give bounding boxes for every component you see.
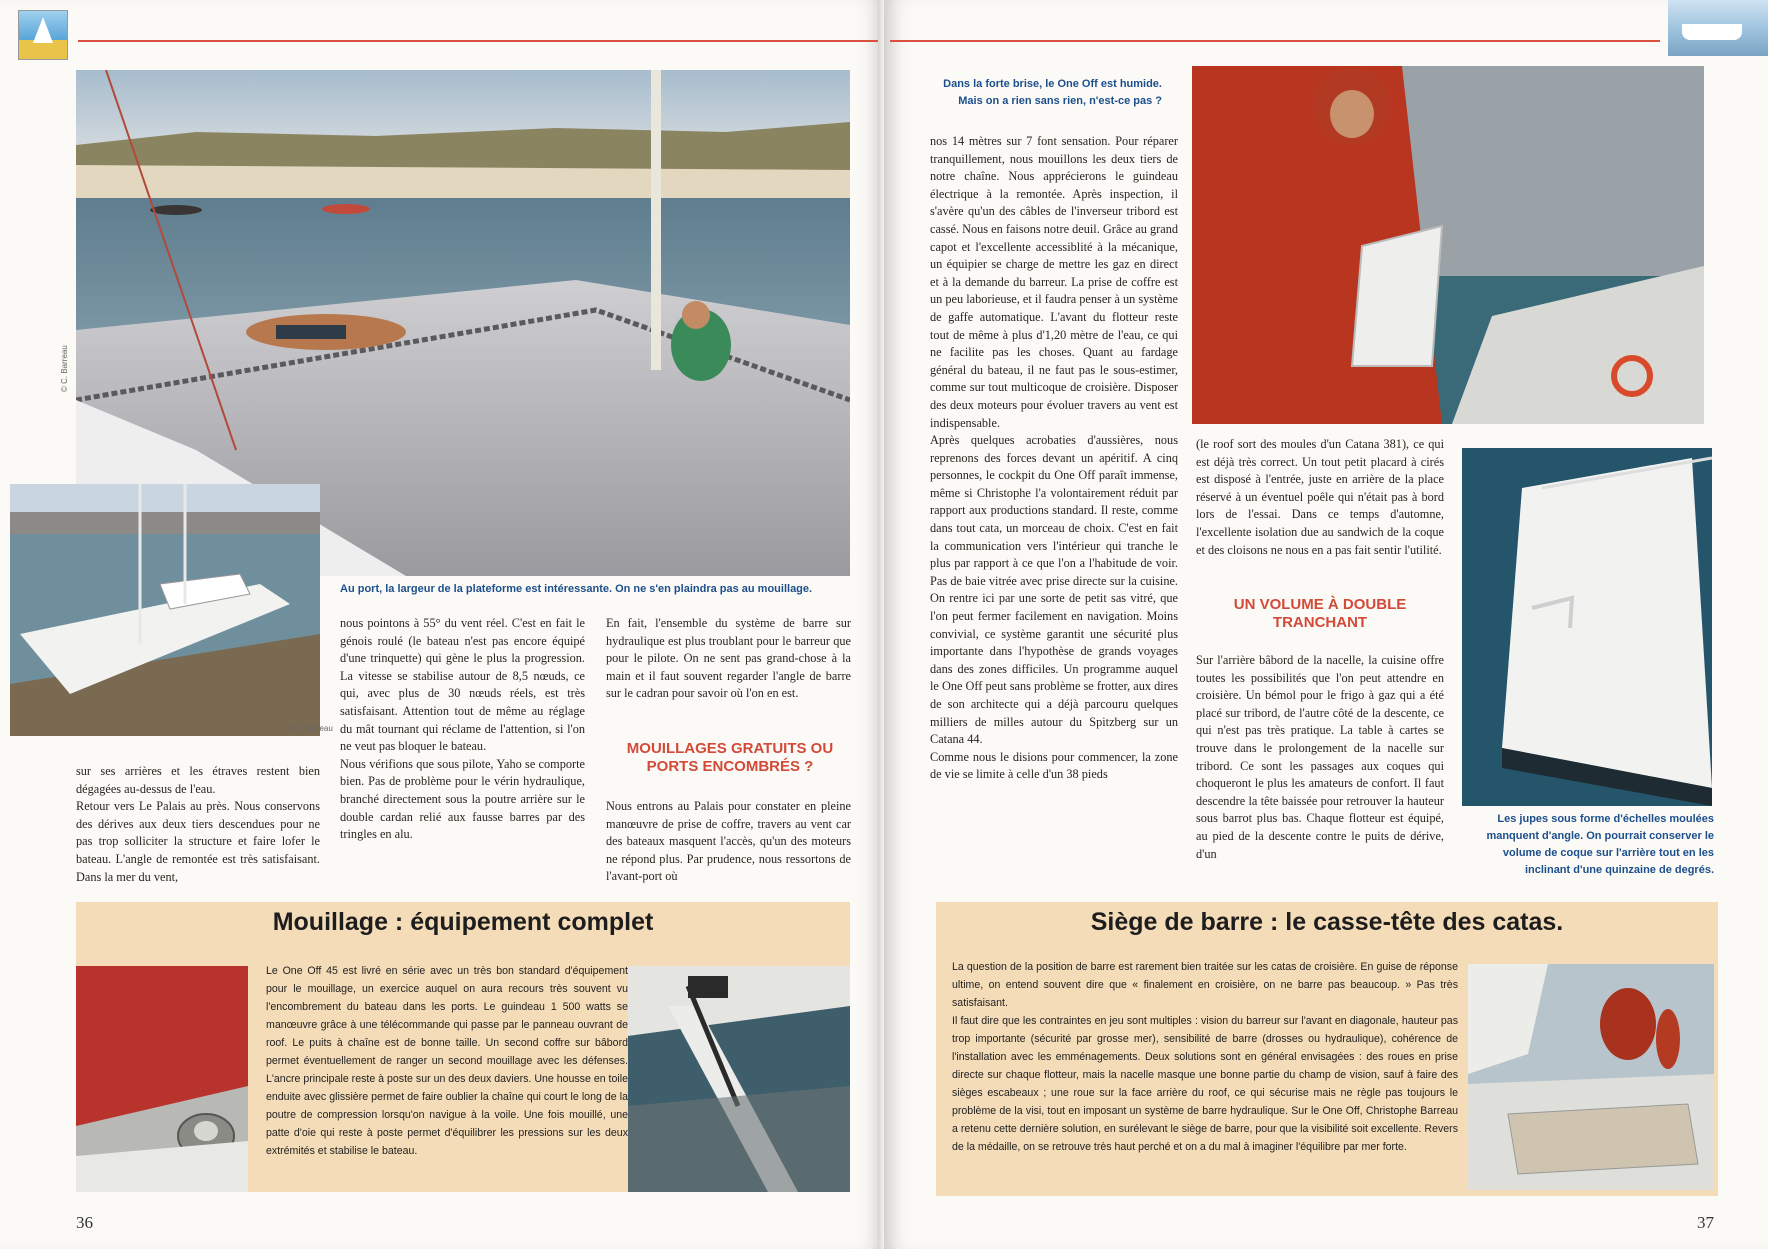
helm-seat-sidebar-text: La question de la position de barre est rarement bien traitée sur les catas de croisière. En guise de réponse ultime, on entend souvent dire que « finalement en croisière, on ne barre pas beaucoup. » Pas très satisfaisant. Il faut dire que les contraintes en jeu sont multiples : vision du barreur sur l'avant en diagonale, hauteur pas trop importante (sécurité par grosse mer), sensibilité de barre (drosses ou hydraulique), cohérence de l'installation avec les emménagements. Deux solutions sont en général envisagées : des roues en prise directe sur chaque flotteur, mais la nacelle masque une bonne partie du champ de vision, sauf à faire des sièges escabeaux ; une roue sur la face arrière du roof, ce qui sécurise mais ne règle pas toujours le problème de la visi, tout en imposant un système de barre hydraulique. Sur le One Off, Christophe Barreau a retenu cette dernière solution, en surélevant le siège de barre, pour que la visibilité soit excellente. Revers de la médaille, on se retrouve très haut perché et on a du mal à imaginer l'équilibre par mer forte.	[952, 961, 1458, 1153]
page-number-left: 36	[76, 1213, 93, 1232]
header-rule-right	[890, 40, 1660, 42]
left-column-3-top: En fait, l'ensemble du système de barre sur hydraulique est plus troublant pour le barreur que pour le pilote. On ne sent pas grand-chose à la main et il faut souvent regarder l'angle de barre sur le cadran pour savoir où l'on en est.	[606, 616, 851, 701]
photo-credit: © C. Barreau	[60, 345, 69, 392]
marina-photo	[10, 484, 320, 736]
page-number-right: 37	[1697, 1213, 1714, 1232]
stern-photo	[1462, 448, 1712, 806]
right-column-1: nos 14 mètres sur 7 font sensation. Pour réparer tranquillement, nous mouillons les deux tiers de notre chaîne. Nous apprécierons le guindeau électrique à la remontée. Après inspection, il s'avère qu'un des câbles de l'inverseur tribord est cassé. Nous en faisons notre deuil. Grâce au grand capot et l'excellente accessiblité à la mécanique, un équipier se charge de mettre les gaz en direct et à la demande du barreur. La prise de coffre est un peu laborieuse, et il faudra penser à un système de gaffe automatique. L'avant du flotteur reste tout de même à plus d'1,20 mètre de l'eau, ce qui ne facilite pas les choses. Quant au fardage général du bateau, il ne faut pas le sous-estimer, comme sur tout multicoque de croisière. Disposer des deux moteurs pour évoluer travers au vent est indispensable. Après quelques acrobaties d'aussières, nous reprenons des forces devant un apéritif. A cinq personnes, le cockpit du One Off paraît immense, même si Christophe l'a volontairement réduit par rapport aux productions standard. Il reste, comme dans tout cata, un morceau de choix. C'est en fait la communication vers l'intérieur qui tranche le plus par rapport à ce que l'on a l'habitude de voir. Pas de baie vitrée avec prise directe sur la cuisine. On rentre ici par une sorte de petit sas vitré, que l'on peut fermer facilement en navigation. Moins convivial, ce système garantit une sécurité plus importante dans l'hypothèse de grands voyages dans des zones difficiles. Un programme auquel le One Off peut sans problème se frotter, aux dires de son architecte qui a déjà parcouru quelques milliers de milles autour du Spitzberg sur un Catana 44. Comme nous le disions pour commencer, la zone de vie se limite à celle d'un 38 pieds	[930, 134, 1178, 782]
left-subhead: MOUILLAGES GRATUITS OU PORTS ENCOMBRÉS ?	[626, 740, 834, 775]
mooring-sidebar-title: Mouillage : équipement complet	[272, 908, 654, 936]
anchor-photo	[628, 966, 850, 1192]
main-photo-caption: Au port, la largeur de la plateforme est intéressante. On ne s'en plaindra pas au mouillage.	[340, 583, 813, 595]
corner-boat-photo	[1668, 0, 1768, 56]
magazine-logo	[18, 10, 68, 60]
right-page	[884, 0, 1768, 1249]
helmsman-photo	[1192, 66, 1704, 424]
header-rule	[78, 40, 878, 42]
right-column-2-bottom: Sur l'arrière bâbord de la nacelle, la cuisine offre toutes les possibilités que l'on peut attendre en croisière. Un bémol pour le frigo à gaz qui a été placé sur tribord, de l'autre côté de la descente, ce qui n'est pas très pratique. La table à cartes se trouve dans le prolongement de la nacelle sur tribord. Ce sont les passages aux coques qui choqueront le plus les amateurs de confort. Il faut descendre la tête baissée pour retrouver la hauteur sous barrot plus bas. Chaque flotteur est équipé, au pied de la descente contre le puits de dérive, d'un	[1196, 653, 1444, 861]
helm-seat-photo	[1468, 964, 1714, 1190]
right-column-2-top: (le roof sort des moules d'un Catana 381), ce qui est déjà très correct. Un tout petit placard à cirés est disposé à l'entrée, juste en arrière de la place réservé à un éventuel poêle qui n'était pas à bord lors de l'essai. Dans ce temps d'automne, l'excellente isolation due au sandwich de la coque et des cloisons ne nous en a pas fait sentir l'utilité.	[1196, 437, 1444, 557]
pull-quote: Dans la forte brise, le One Off est humide. Mais on a rien sans rien, n'est-ce pas ?	[943, 78, 1162, 107]
photo-credit-small: © C. Barreau	[286, 724, 333, 733]
helm-seat-sidebar-title: Siège de barre : le casse-tête des catas.	[1090, 908, 1564, 936]
helm-seat-sidebar	[936, 902, 1718, 1196]
left-column-3-bottom: Nous entrons au Palais pour constater en pleine manœuvre de prise de coffre, travers au vent car des bateaux masquent l'accès, qu'un des moteurs ne répond plus. Par prudence, nous ressortons de l'avant-port où	[606, 799, 851, 884]
mooring-sidebar-text: Le One Off 45 est livré en série avec un très bon standard d'équipement pour le mouillage, un exercice auquel on aura recours très souvent vu l'encombrement du bateau dans les ports. Le guindeau 1 500 watts se manœuvre grâce à une télécommande qui passe par le panneau ouvrant de roof. Le puits à chaîne est de bonne taille. Un second coffre sur bâbord permet éventuellement de ranger un second mouillage avec les défenses. L'ancre principale reste à poste sur un des deux daviers. Une housse en toile enduite avec glissière permet de faire oublier la chaîne qui court le long de la poutre de compression lorsqu'on navigue à la voile. Une fois mouillé, une patte d'oie qui reste à poste permet d'équilibrer les pressions sur les deux extrémités et stabilise le bateau.	[266, 965, 628, 1157]
winch-photo	[76, 966, 248, 1192]
left-column-1: sur ses arrières et les étraves restent bien dégagées au-dessus de l'eau. Retour vers Le Palais au près. Nous conservons des dérives aux deux tiers descendues pour ne pas trop solliciter la structure et faire lofer le bateau. L'angle de remontée est très satisfaisant. Dans la mer du vent,	[76, 764, 320, 884]
left-column-2: nous pointons à 55° du vent réel. C'est en fait le génois roulé (le bateau n'est pas encore équipé d'une trinquette) qui gène le plus la progression. La vitesse se stabilise autour de 8,5 nœuds, ce qui, avec plus de 30 nœuds réels, est très satisfaisant. Attention tout de même au réglage du mât tournant qui réclame de l'attention, si l'on ne veut pas bloquer le bateau. Nous vérifions que sous pilote, Yaho se comporte bien. Pas de problème pour le vérin hydraulique, branché directement sous la poutre arrière sur le double cardan relié aux fausse barres par des tringles en alu.	[340, 616, 585, 842]
mooring-sidebar	[76, 902, 850, 1192]
stern-caption: Les jupes sous forme d'échelles moulées manquent d'angle. On pourrait conserver le volume de coque sur l'arrière tout en les inclinant d'une quinzaine de degrés.	[1486, 813, 1714, 876]
right-subhead: UN VOLUME À DOUBLE TRANCHANT	[1233, 596, 1407, 631]
